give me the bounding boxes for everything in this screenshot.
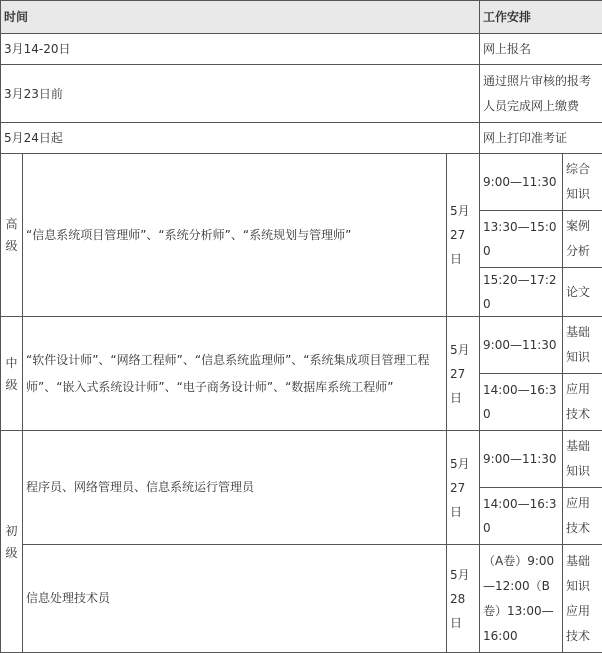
subject-list-advanced: “信息系统项目管理师”、“系统分析师”、“系统规划与管理师” [23, 154, 447, 317]
session-time: 13:30—15:00 [480, 211, 563, 268]
session-subject: 综合知识 [563, 154, 602, 211]
subject-list-junior-2: 信息处理技术员 [23, 545, 447, 653]
session-time: 9:00—11:30 [480, 431, 563, 488]
exam-date-junior-1: 5月27日 [447, 431, 480, 545]
work-cell: 网上打印准考证 [480, 123, 602, 154]
session-subject: 基础知识应用技术 [563, 545, 602, 653]
table-header-row [1, 1, 602, 34]
time-cell: 3月23日前 [1, 65, 480, 123]
level-label-advanced: 高级 [1, 154, 23, 317]
header-work: 工作安排 [480, 1, 602, 34]
work-cell: 通过照片审核的报考人员完成网上缴费 [480, 65, 602, 123]
session-subject: 基础知识 [563, 431, 602, 488]
level-label-junior: 初级 [1, 431, 23, 653]
session-time: 9:00—11:30 [480, 154, 563, 211]
table-row [1, 34, 602, 65]
session-time: 15:20—17:20 [480, 268, 563, 317]
level-label-intermediate: 中级 [1, 317, 23, 431]
session-time: （A卷）9:00—12:00（B卷）13:00—16:00 [480, 545, 563, 653]
time-cell: 5月24日起 [1, 123, 480, 154]
table-row [1, 65, 602, 123]
work-cell: 网上报名 [480, 34, 602, 65]
session-subject: 论文 [563, 268, 602, 317]
exam-date-junior-2: 5月28日 [447, 545, 480, 653]
subject-list-junior-1: 程序员、网络管理员、信息系统运行管理员 [23, 431, 447, 545]
table-row [1, 317, 602, 374]
time-cell: 3月14-20日 [1, 34, 480, 65]
session-subject: 基础知识 [563, 317, 602, 374]
session-time: 14:00—16:30 [480, 374, 563, 431]
session-time: 9:00—11:30 [480, 317, 563, 374]
table-row [1, 545, 602, 653]
session-time: 14:00—16:30 [480, 488, 563, 545]
exam-date-advanced: 5月27日 [447, 154, 480, 317]
header-time: 时间 [1, 1, 480, 34]
session-subject: 应用技术 [563, 488, 602, 545]
table-row [1, 431, 602, 488]
exam-date-intermediate: 5月27日 [447, 317, 480, 431]
table-row [1, 123, 602, 154]
session-subject: 案例分析 [563, 211, 602, 268]
table-row [1, 154, 602, 211]
subject-list-intermediate: “软件设计师”、“网络工程师”、“信息系统监理师”、“系统集成项目管理工程师”、“嵌入式系统设计师”、“电子商务设计师”、“数据库系统工程师” [23, 317, 447, 431]
session-subject: 应用技术 [563, 374, 602, 431]
